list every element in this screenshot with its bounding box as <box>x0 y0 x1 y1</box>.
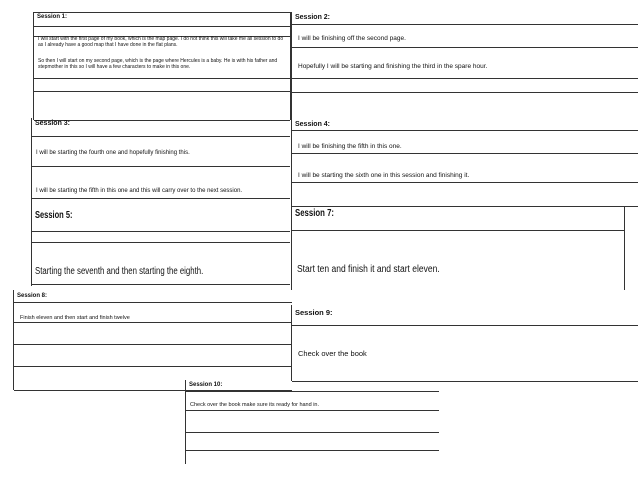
session-1-box <box>33 12 291 120</box>
session-1-text-1: I will start with the first page of my book, which is the map page. I do not think this will take me all session to do as I already have a good map that I have done in the flat plans. <box>38 36 284 49</box>
session-9-box <box>291 305 638 381</box>
session-2-text-2: Hopefully I will be starting and finishing the third in the spare hour. <box>298 63 488 70</box>
session-5-box <box>31 208 290 286</box>
session-9-title: Session 9: <box>295 308 333 317</box>
session-4-title: Session 4: <box>295 121 331 128</box>
session-1-title: Session 1: <box>37 14 68 20</box>
session-5-title: Session 5: <box>35 210 73 221</box>
session-8-text-1: Finish eleven and then start and finish twelve <box>20 315 130 321</box>
session-7-title: Session 7: <box>295 208 335 219</box>
session-2-text-1: I will be finishing off the second page. <box>298 35 406 42</box>
session-5-text-1: Starting the seventh and then starting the eighth. <box>35 266 204 277</box>
session-9-text-1: Check over the book <box>298 349 367 358</box>
session-4-text-1: I will be finishing the fifth in this one. <box>298 143 402 150</box>
session-8-box <box>13 290 292 390</box>
session-2-box <box>291 12 638 120</box>
session-3-box <box>31 118 290 210</box>
session-3-text-2: I will be starting the fifth in this one and this will carry over to the next session. <box>36 188 243 194</box>
session-2-title: Session 2: <box>295 14 331 21</box>
session-7-text-1: Start ten and finish it and start eleven. <box>297 264 440 275</box>
session-7-box <box>291 206 625 290</box>
session-10-box <box>185 380 439 464</box>
session-8-title: Session 8: <box>17 293 48 299</box>
session-3-text-1: I will be starting the fourth one and hopefully finishing this. <box>36 150 190 156</box>
session-3-title: Session 3: <box>35 120 71 127</box>
session-4-text-2: I will be starting the sixth one in this session and finishing it. <box>298 172 470 179</box>
session-10-title: Session 10: <box>189 382 223 388</box>
session-1-text-2: So then I will start on my second page, which is the page where Hercules is a baby. He is with his father and stepmother in this so I will have a few characters to make in this one. <box>38 58 278 71</box>
session-10-text-1: Check over the book make sure its ready for hand in. <box>190 402 320 408</box>
session-4-box <box>291 118 638 208</box>
